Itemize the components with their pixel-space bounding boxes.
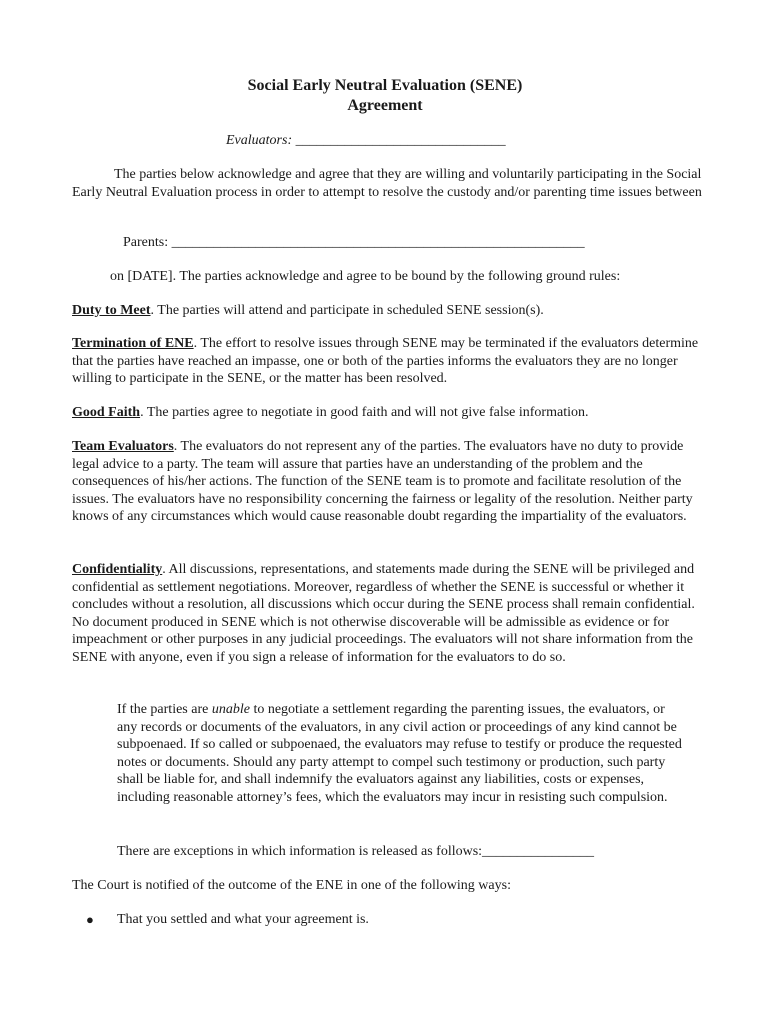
section-text: . All discussions, representations, and statements made during the SENE will be privileged and confidential as settlement negotiations. Moreover, regardless of whether the SENE is successful or whether it concludes without a resolution, all discussions which occur during the SENE process shall remain confidential. No document produced in SENE which is not otherwise discoverable will be admissible as evidence or for impeachment or other purposes in any judicial proceedings. The evaluators will not share information from the SENE with anyone, even if you sign a release of information for the evaluators to do so.: [72, 562, 695, 665]
section-heading: Duty to Meet: [72, 303, 151, 318]
section-heading: Confidentiality: [72, 562, 163, 577]
document-subtitle: Agreement: [347, 97, 423, 114]
list-item: [86, 911, 369, 929]
section-heading: Termination of ENE: [72, 336, 194, 351]
section-team-evaluators: [72, 438, 702, 526]
section-good-faith: [72, 404, 702, 422]
court-notified-line: The Court is notified of the outcome of the ENE in one of the following ways:: [72, 878, 511, 893]
parents-label: Parents:: [123, 235, 169, 250]
parents-blank: ___________________________________________________________: [171, 235, 585, 250]
subpoena-text-post: to negotiate a settlement regarding the parenting issues, the evaluators, or any records or documents of the evaluators, in any civil action or proceedings of any kind cannot be subpoenaed. If so called or subpoenaed, the evaluators may refuse to testify or produce the requested notes or documents. Should any party attempt to compel such testimony or production, such party shall be liable for, and shall indemnify the evaluators against any liabilities, costs or expenses, including reasonable attorney’s fees, which the evaluators may incur in resisting such compulsion.: [117, 702, 682, 805]
evaluators-line: [226, 132, 506, 150]
section-text: . The effort to resolve issues through SENE may be terminated if the evaluators determine that the parties have reached an impasse, one or both of the parties informs the evaluators they are no longer willing to participate in the SENE, or the matter has been resolved.: [72, 336, 699, 387]
evaluators-blank: ______________________________: [295, 133, 506, 148]
section-termination: [72, 335, 702, 388]
section-confidentiality: [72, 561, 702, 667]
intro-paragraph: The parties below acknowledge and agree that they are willing and voluntarily participating in the Social Early Neutral Evaluation process in order to attempt to resolve the custody and/or parenting time issues between: [72, 167, 702, 200]
section-text: . The parties agree to negotiate in good faith and will not give false information.: [140, 405, 589, 420]
subpoena-paragraph: [117, 701, 687, 807]
section-duty-to-meet: [72, 302, 702, 320]
document-title: Social Early Neutral Evaluation (SENE): [247, 77, 523, 94]
exceptions-line: There are exceptions in which information is released as follows:________________: [117, 844, 595, 859]
subpoena-text-pre: If the parties are: [117, 702, 212, 717]
date-ground-rules: on [DATE]. The parties acknowledge and agree to be bound by the following ground rules:: [110, 269, 621, 284]
parents-line: [123, 234, 585, 252]
section-text: . The evaluators do not represent any of the parties. The evaluators have no duty to provide legal advice to a party. The team will assure that parties have an understanding of the problem and the consequences of his/her actions. The function of the SENE team is to promote and facilitate resolution of the issues. The evaluators have no responsibility concerning the fairness or legality of the resolution. Neither party knows of any circumstances which would cause reasonable doubt regarding the impartiality of the evaluators.: [72, 439, 693, 525]
section-heading: Good Faith: [72, 405, 141, 420]
subpoena-text-em: unable: [211, 702, 250, 717]
list-item-text: That you settled and what your agreement is.: [117, 912, 369, 927]
section-text: . The parties will attend and participate in scheduled SENE session(s).: [150, 303, 544, 318]
bullet-icon: ●: [86, 912, 94, 927]
section-heading: Team Evaluators: [72, 439, 174, 454]
evaluators-label: Evaluators:: [226, 133, 293, 148]
